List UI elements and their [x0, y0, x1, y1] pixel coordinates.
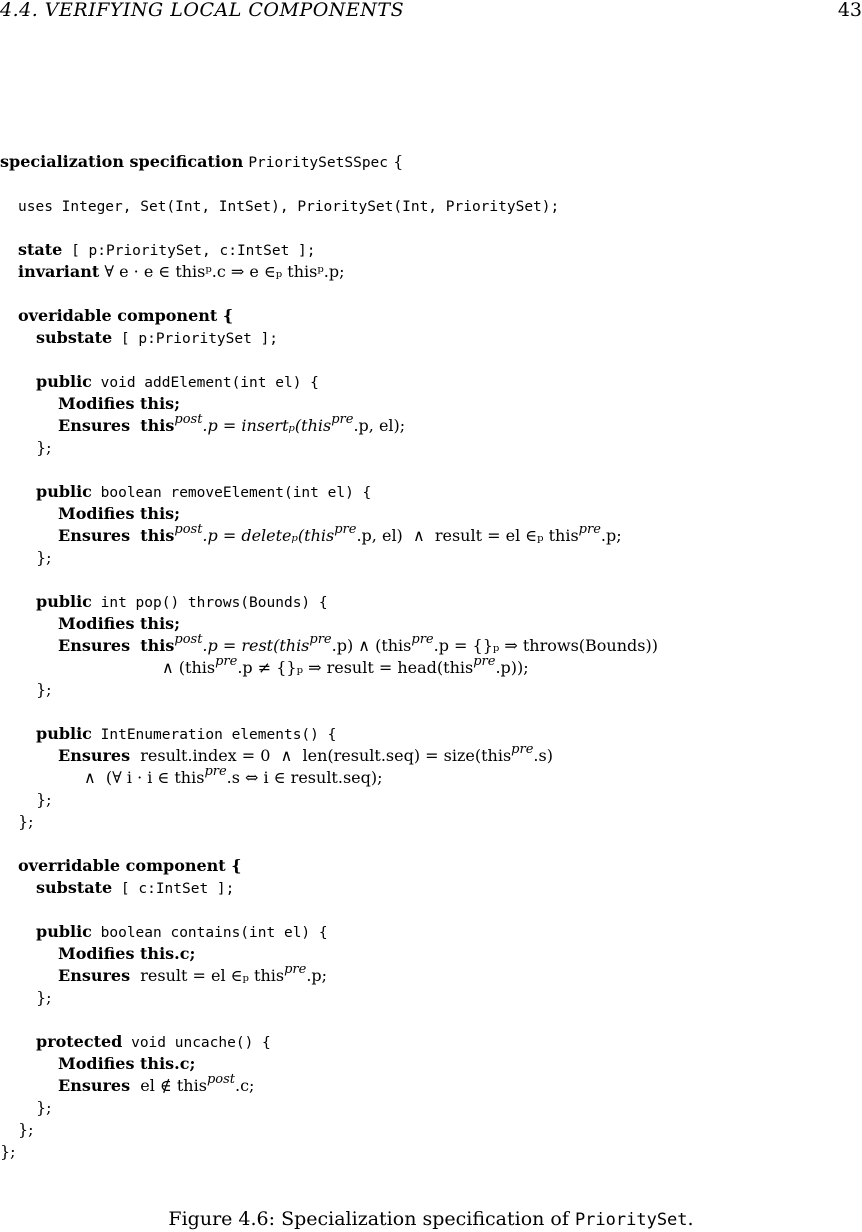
formula-tail: .s ⇔ i ∈ result.seq); — [226, 768, 383, 787]
add-element-modifies: Modifies this; — [58, 394, 181, 413]
formula-tail: .p, el); — [353, 416, 406, 435]
substate-keyword: substate — [36, 878, 113, 897]
uses-keyword: uses — [18, 199, 53, 215]
page-header — [0, 0, 862, 24]
component-2-heading: overridable component { — [18, 856, 242, 875]
this-term: this — [140, 526, 175, 545]
this-term: this — [140, 636, 175, 655]
component-1-close: }; — [18, 812, 34, 831]
public-keyword: public — [36, 482, 92, 501]
state-line — [18, 239, 316, 262]
pre-superscript: pre — [215, 653, 238, 669]
elements-ensures-line2 — [84, 763, 383, 789]
pre-superscript: pre — [473, 653, 496, 669]
component-1-heading: overidable component { — [18, 306, 234, 325]
method-signature-text: int pop() throws(Bounds) { — [91, 595, 328, 611]
uses-list: Integer, Set(Int, IntSet), PrioritySet(Int, PrioritySet); — [52, 199, 560, 215]
pre-superscript: pre — [578, 521, 601, 537]
pop-close: }; — [36, 680, 52, 699]
spec-open-brace: { — [388, 152, 404, 171]
public-keyword: public — [36, 372, 92, 391]
spec-close: }; — [0, 1142, 16, 1161]
substate-2-line — [36, 877, 234, 900]
method-signature-text: boolean removeElement(int el) { — [91, 485, 372, 501]
elements-close: }; — [36, 790, 52, 809]
substate-keyword: substate — [36, 328, 113, 347]
post-superscript: post — [206, 1071, 235, 1087]
add-element-close: }; — [36, 438, 52, 457]
method-uncache-signature — [36, 1031, 271, 1054]
formula-middle: .p ≠ {}ₚ ⇒ result = head(this — [237, 658, 474, 677]
post-superscript: post — [174, 631, 203, 647]
contains-modifies: Modifies this.c; — [58, 944, 196, 963]
state-keyword: state — [18, 240, 63, 259]
method-signature-text: void uncache() { — [122, 1035, 271, 1051]
formula-part: result.index = 0 ∧ len(result.seq) = size(this — [140, 746, 512, 765]
ensures-keyword: Ensures — [58, 966, 131, 985]
uncache-close: }; — [36, 1098, 52, 1117]
invariant-keyword: invariant — [18, 262, 100, 281]
formula-middle: .p, el) ∧ result = el ∈ₚ this — [356, 526, 579, 545]
post-superscript: post — [174, 411, 203, 427]
caption-period: . — [687, 1208, 694, 1230]
uncache-ensures — [58, 1071, 255, 1097]
spec-name: PrioritySetSSpec — [248, 155, 389, 171]
page-number: 43 — [837, 0, 862, 21]
ensures-keyword: Ensures — [58, 526, 131, 545]
elements-ensures — [58, 741, 553, 767]
substate-2-decl: [ c:IntSet ]; — [112, 881, 235, 897]
invariant-formula: ∀ e · e ∈ thisᵖ.c ⇒ e ∈ₚ thisᵖ.p; — [99, 262, 345, 281]
contains-ensures — [58, 961, 328, 987]
ensures-keyword: Ensures — [58, 636, 131, 655]
substate-1-decl: [ p:PrioritySet ]; — [112, 331, 279, 347]
method-remove-element-signature — [36, 481, 371, 504]
formula-part: ∧ (this — [162, 658, 216, 677]
formula-part: .p = rest(this — [202, 636, 310, 655]
uncache-modifies: Modifies this.c; — [58, 1054, 196, 1073]
method-elements-signature — [36, 723, 336, 746]
formula-tail: .c; — [234, 1076, 255, 1095]
formula-part: result = el ∈ₚ this — [140, 966, 285, 985]
state-decl: [ p:PrioritySet, c:IntSet ]; — [62, 243, 316, 259]
formula-tail: .s) — [533, 746, 553, 765]
remove-element-close: }; — [36, 548, 52, 567]
caption-name: PrioritySet — [574, 1210, 688, 1230]
uses-line — [18, 195, 559, 218]
spec-heading — [0, 151, 403, 174]
pop-modifies: Modifies this; — [58, 614, 181, 633]
pre-superscript: pre — [309, 631, 332, 647]
protected-keyword: protected — [36, 1032, 123, 1051]
this-term: this — [140, 416, 175, 435]
formula-part: .p = deleteₚ(this — [202, 526, 335, 545]
formula-tail: .p; — [306, 966, 328, 985]
substate-1-line — [36, 327, 278, 350]
remove-element-modifies: Modifies this; — [58, 504, 181, 523]
formula-middle: .p) ∧ (this — [331, 636, 412, 655]
pre-superscript: pre — [334, 521, 357, 537]
remove-element-ensures — [58, 521, 622, 547]
post-superscript: post — [174, 521, 203, 537]
formula-part: el ∉ this — [140, 1076, 207, 1095]
add-element-ensures — [58, 411, 406, 437]
formula-tail: .p)); — [495, 658, 529, 677]
ensures-keyword: Ensures — [58, 746, 131, 765]
formula-part: .p = insertₚ(this — [202, 416, 332, 435]
pre-superscript: pre — [511, 741, 534, 757]
formula-tail: .p; — [600, 526, 622, 545]
pre-superscript: pre — [204, 763, 227, 779]
method-signature-text: boolean contains(int el) { — [91, 925, 328, 941]
pre-superscript: pre — [331, 411, 354, 427]
ensures-keyword: Ensures — [58, 1076, 131, 1095]
ensures-keyword: Ensures — [58, 416, 131, 435]
formula-part: ∧ (∀ i · i ∈ this — [84, 768, 205, 787]
pre-superscript: pre — [284, 961, 307, 977]
method-contains-signature — [36, 921, 328, 944]
component-2-close: }; — [18, 1120, 34, 1139]
method-add-element-signature — [36, 371, 319, 394]
pre-superscript: pre — [411, 631, 434, 647]
public-keyword: public — [36, 724, 92, 743]
pop-ensures-line2 — [162, 653, 529, 679]
method-signature-text: IntEnumeration elements() { — [91, 727, 337, 743]
method-signature-text: void addElement(int el) { — [91, 375, 319, 391]
contains-close: }; — [36, 988, 52, 1007]
public-keyword: public — [36, 592, 92, 611]
running-title: 4.4. VERIFYING LOCAL COMPONENTS — [0, 0, 405, 21]
caption-text: Figure 4.6: Specialization specification of — [168, 1208, 569, 1230]
invariant-line — [18, 261, 344, 283]
pop-ensures — [58, 631, 658, 657]
method-pop-signature — [36, 591, 328, 614]
spec-heading-keyword: specialization specification — [0, 152, 244, 171]
formula-tail: .p = {}ₚ ⇒ throws(Bounds)) — [433, 636, 658, 655]
figure-caption — [0, 1207, 862, 1232]
public-keyword: public — [36, 922, 92, 941]
